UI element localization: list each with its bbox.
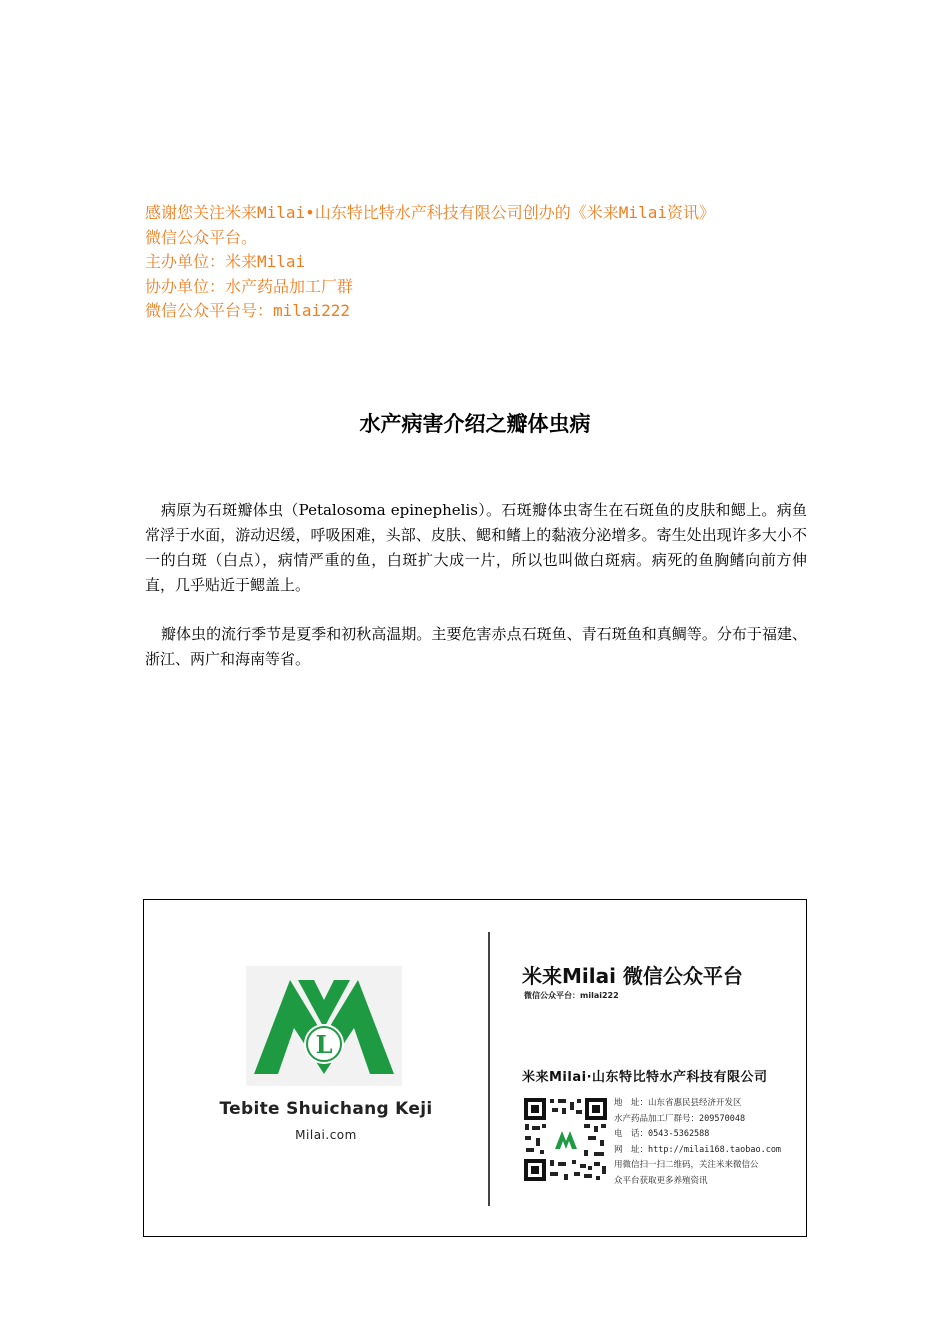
intro-line: 微信公众平台。 [145,227,258,247]
logo-letter: L [315,1030,333,1059]
intro-line: 感谢您关注米来Milai•山东特比特水产科技有限公司创办的《米来Milai资讯》 [145,203,715,222]
wechat-account: 微信公众平台号：milai222 [145,301,351,320]
brand-name: Tebite Shuichang Keji [219,1099,433,1119]
group-line: 水产药品加工厂群号：209570048 [614,1113,746,1124]
host-unit: 主办单位：米来Milai [145,252,306,271]
business-card [143,899,807,1237]
address-line: 地 址：山东省惠民县经济开发区 [614,1098,742,1108]
card-subtitle: 微信公众平台：milai222 [524,991,619,1000]
article-paragraph: 瓣体虫的流行季节是夏季和初秋高温期。主要危害赤点石斑鱼、青石斑鱼和真鲷等。分布于福建、浙江、两广和海南等省。 [145,625,807,668]
scan-hint-line: 众平台获取更多养殖资讯 [614,1175,708,1186]
milai-logo [246,966,402,1086]
co-host-unit: 协办单位：水产药品加工厂群 [145,276,354,296]
company-name: 米来Milai·山东特比特水产科技有限公司 [522,1070,768,1085]
phone-line: 电 话：0543-5362588 [614,1129,710,1139]
qr-code-icon [522,1096,609,1183]
article-paragraph: 病原为石斑瓣体虫（Petalosoma epinephelis）。石斑瓣体虫寄生在石斑鱼的皮肤和鳃上。病鱼常浮于水面，游动迟缓，呼吸困难，头部、皮肤、鳃和鳍上的黏液分泌增多。寄生处出现许多大小不一的白斑（白点），病情严重的鱼，白斑扩大成一片，所以也叫做白斑病。病死的鱼胸鳍向前方伸直，几乎贴近于鳃盖上。 [145,501,807,594]
intro-block [145,201,825,324]
brand-site: Milai.com [295,1128,357,1142]
article-title: 水产病害介绍之瓣体虫病 [359,411,591,436]
scan-hint-line: 用微信扫一扫二维码，关注米来微信公 [614,1160,759,1170]
card-divider [488,932,490,1206]
website-line: 网 址：http://milai168.taobao.com [614,1144,782,1155]
contact-info [614,1096,781,1189]
card-title: 米来Milai 微信公众平台 [522,964,743,988]
